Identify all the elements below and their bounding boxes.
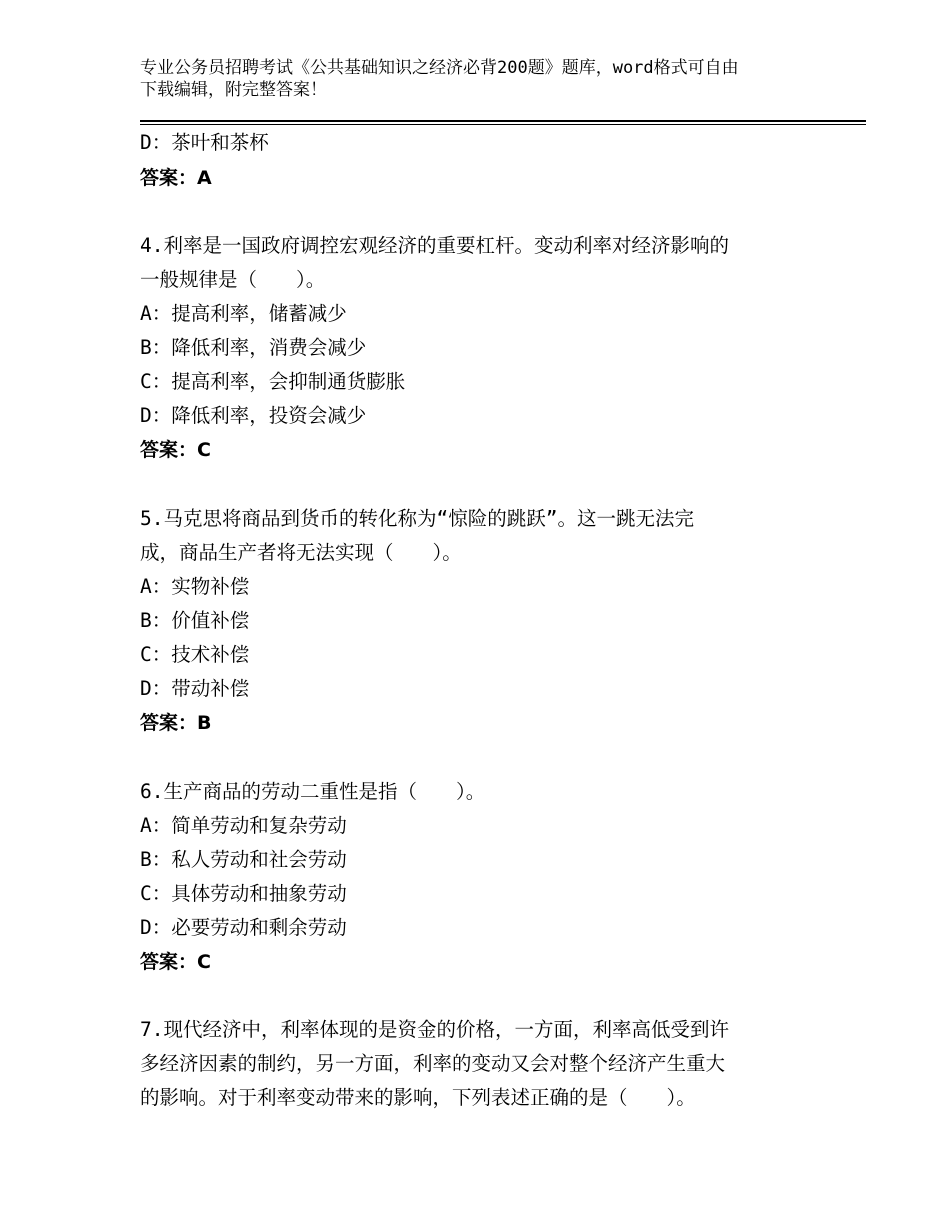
q6-option-d: D：必要劳动和剩余劳动 — [140, 916, 347, 939]
q5-option-d: D：带动补偿 — [140, 677, 250, 700]
q7-stem-line-2: 多经济因素的制约，另一方面，利率的变动又会对整个经济产生重大 — [140, 1052, 726, 1075]
q4-option-c: C：提高利率，会抑制通货膨胀 — [140, 370, 406, 393]
q6-stem-line-1: 6.生产商品的劳动二重性是指（ ）。 — [140, 780, 486, 803]
q6-option-a: A：简单劳动和复杂劳动 — [140, 814, 347, 837]
q6-option-c: C：具体劳动和抽象劳动 — [140, 882, 347, 905]
q6-option-b: B：私人劳动和社会劳动 — [140, 848, 347, 871]
q5-option-a: A：实物补偿 — [140, 575, 250, 598]
header-line-1: 专业公务员招聘考试《公共基础知识之经济必背200题》题库，word格式可自由 — [140, 58, 739, 78]
q4-option-d: D：降低利率，投资会减少 — [140, 404, 367, 427]
q4-option-a: A：提高利率，储蓄减少 — [140, 302, 347, 325]
q5-answer: 答案：B — [140, 712, 212, 734]
q5-stem-line-2: 成，商品生产者将无法实现（ ）。 — [140, 541, 462, 564]
q5-option-b: B：价值补偿 — [140, 609, 250, 632]
q5-stem-line-1: 5.马克思将商品到货币的转化称为“惊险的跳跃”。这一跳无法完 — [140, 507, 694, 530]
q4-option-b: B：降低利率，消费会减少 — [140, 336, 367, 359]
q4-stem-line-2: 一般规律是（ ）。 — [140, 268, 326, 291]
q6-answer: 答案：C — [140, 951, 211, 973]
q3-option-d: D：茶叶和茶杯 — [140, 131, 269, 154]
q4-answer: 答案：C — [140, 439, 211, 461]
document-header — [140, 57, 820, 101]
q7-stem-line-1: 7.现代经济中，利率体现的是资金的价格，一方面，利率高低受到许 — [140, 1018, 729, 1041]
header-line-2: 下载编辑，附完整答案！ — [140, 80, 327, 100]
header-divider-thick — [140, 120, 866, 122]
q4-stem-line-1: 4.利率是一国政府调控宏观经济的重要杠杆。变动利率对经济影响的 — [140, 234, 729, 257]
header-divider-thin — [140, 124, 866, 125]
q7-stem-line-3: 的影响。对于利率变动带来的影响，下列表述正确的是（ ）。 — [140, 1086, 696, 1109]
q3-answer: 答案：A — [140, 167, 212, 189]
q5-option-c: C：技术补偿 — [140, 643, 250, 666]
